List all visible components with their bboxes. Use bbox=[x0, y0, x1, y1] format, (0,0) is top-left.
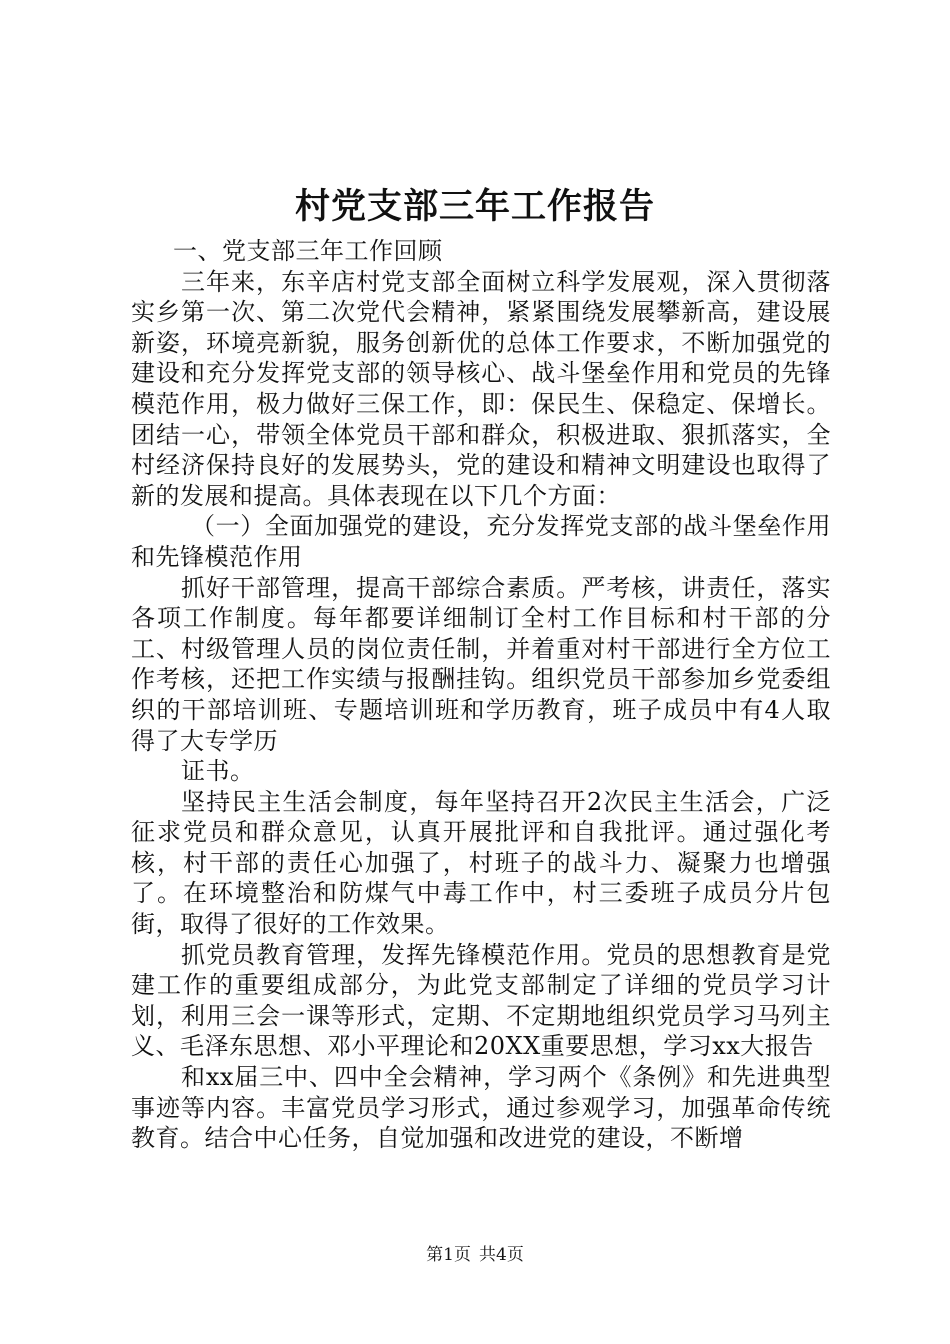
paragraph: 抓党员教育管理，发挥先锋模范作用。党员的思想教育是党建工作的重要组成部分，为此党支部制定了详细的党员学习计划，利用三会一课等形式，定期、不定期地组织党员学习马列主义、毛泽东思想、邓小平理论和20XX重要思想，学习xx大报告 bbox=[131, 940, 831, 1061]
page-number: 第1页 bbox=[426, 1245, 471, 1265]
page-total: 共4页 bbox=[479, 1245, 524, 1265]
paragraph: 抓好干部管理，提高干部综合素质。严考核，讲责任，落实各项工作制度。每年都要详细制订全村工作目标和村干部的分工、村级管理人员的岗位责任制，并着重对村干部进行全方位工作考核，还把工作实绩与报酬挂钩。组织党员干部参加乡党委组织的干部培训班、专题培训班和学历教育，班子成员中有4人取得了大专学历 bbox=[131, 573, 831, 755]
page-footer bbox=[0, 1243, 950, 1267]
section-heading: 一、党支部三年工作回顾 bbox=[173, 237, 443, 265]
subsection-heading: （一）全面加强党的建设，充分发挥党支部的战斗堡垒作用和先锋模范作用 bbox=[131, 512, 831, 571]
paragraph: 三年来，东辛店村党支部全面树立科学发展观，深入贯彻落实乡第一次、第二次党代会精神，紧紧围绕发展攀新高，建设展新姿，环境亮新貌，服务创新优的总体工作要求，不断加强党的建设和充分发挥党支部的领导核心、战斗堡垒作用和党员的先锋模范作用，极力做好三保工作，即：保民生、保稳定、保增长。团结一心，带领全体党员干部和群众，积极进取、狠抓落实，全村经济保持良好的发展势头，党的建设和精神文明建设也取得了新的发展和提高。具体表现在以下几个方面： bbox=[131, 267, 831, 510]
paragraph: 和xx届三中、四中全会精神，学习两个《条例》和先进典型事迹等内容。丰富党员学习形式，通过参观学习，加强革命传统教育。结合中心任务，自觉加强和改进党的建设，不断增 bbox=[131, 1063, 831, 1153]
document-body bbox=[131, 236, 831, 1154]
paragraph: 坚持民主生活会制度，每年坚持召开2次民主生活会，广泛征求党员和群众意见，认真开展批评和自我批评。通过强化考核，村干部的责任心加强了，村班子的战斗力、凝聚力也增强了。在环境整治和防煤气中毒工作中，村三委班子成员分片包街，取得了很好的工作效果。 bbox=[131, 787, 831, 939]
paragraph: 证书。 bbox=[181, 757, 255, 786]
document-title: 村党支部三年工作报告 bbox=[294, 186, 655, 227]
